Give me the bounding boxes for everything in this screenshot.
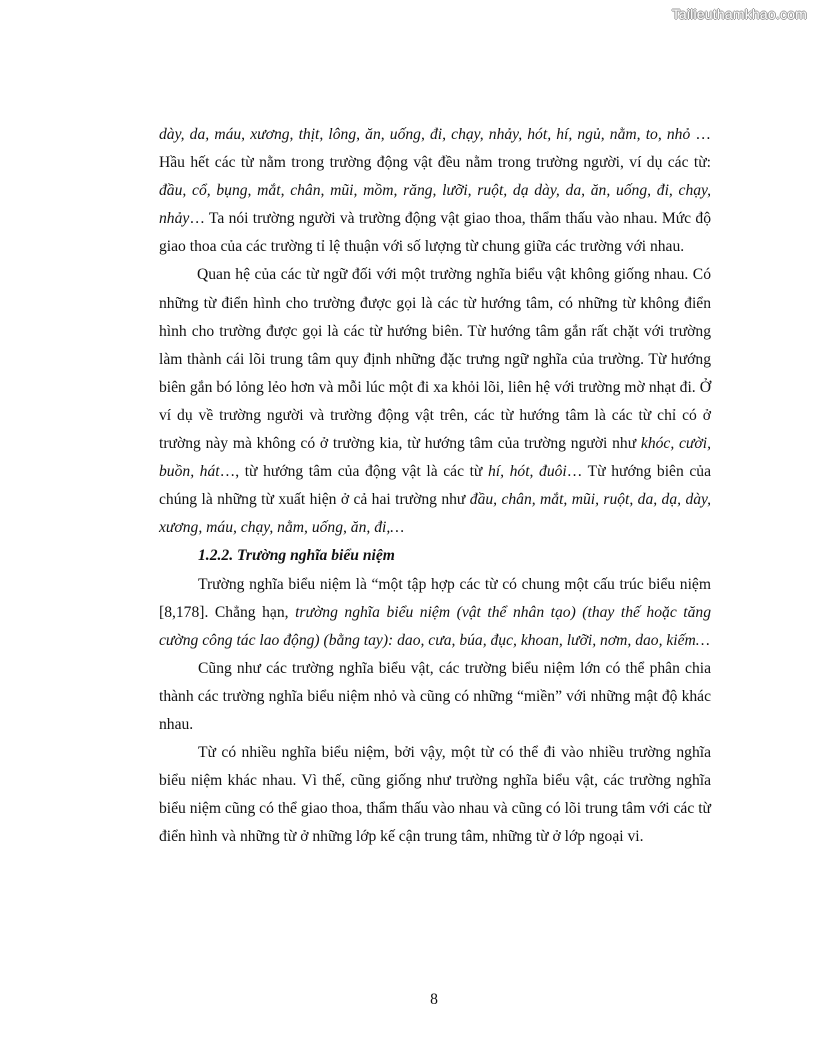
page-number: 8 [430,991,438,1008]
text-run: Quan hệ của các từ ngữ đối với một trường nghĩa biểu vật không giống nhau. Có những từ điển hình cho trường được gọi là các từ hướng tâm, có những từ không điển hình cho trường được gọi là các từ hướng biên. Từ hướng tâm gắn rất chặt với trường làm thành cái lõi trung tâm quy định những đặc trưng ngữ nghĩa của trường. Từ hướng biên gắn bó lỏng lẻo hơn và mỗi lúc một đi xa khỏi lõi, liên hệ với trường mờ nhạt đi. Ở ví dụ về trường người và trường động vật trên, các từ hướng tâm là các từ chỉ có ở trường này mà không có ở trường kia, từ hướng tâm của trường người như [159,266,711,453]
paragraph-subdivision [159,655,711,739]
paragraph-continuation [159,121,711,261]
text-run: …, từ hướng tâm của động vật là các từ [219,463,488,481]
text-run: … Ta nói trường người và trường động vật giao thoa, thẩm thấu vào nhau. Mức độ giao thoa của các trường tỉ lệ thuận với số lượng từ chung giữa các trường với nhau. [159,210,711,256]
italic-text: đầu, chân, mắt, mũi, ruột, da, dạ, dày, xương, máu, chạy, nằm, uống, ăn, đi,… [159,491,711,537]
text-run: 1.2.2. Trường nghĩa biểu niệm [198,547,395,565]
paragraph-overlap [159,739,711,851]
text-run: Trường nghĩa biểu niệm là “một tập hợp các từ có chung một cấu trúc biểu niệm [8,178]. Chẳng hạn, [159,575,711,621]
italic-text: đầu, cổ, bụng, mắt, chân, mũi, mồm, răng, lưỡi, ruột, dạ dày, da, ăn, uống, đi, chạy, nhảy [159,182,711,228]
paragraph-definition [159,571,711,655]
italic-text: trường nghĩa biểu niệm (vật thể nhân tạo) (thay thế hoặc tăng cường công tác lao động) (bằng tay): dao, cưa, búa, đục, khoan, lưỡi, nơm, dao, kiếm… [159,603,711,649]
document-body [159,121,711,851]
text-run: Cũng như các trường nghĩa biểu vật, các trường biểu niệm lớn có thể phân chia thành các trường nghĩa biểu niệm nhỏ và cũng có những “miền” với những mật độ khác nhau. [159,659,711,733]
italic-text: khóc, cười, buồn, hát [159,435,711,481]
text-run: … Hầu hết các từ nằm trong trường động vật đều nằm trong trường người, ví dụ các từ: [159,126,711,172]
text-run: … Từ hướng biên của chúng là những từ xuất hiện ở cả hai trường như [159,463,711,509]
watermark-text: Tailieuthamkhao.com [671,6,807,22]
section-heading [159,542,711,570]
text-run: Từ có nhiều nghĩa biểu niệm, bởi vậy, một từ có thể đi vào nhiều trường nghĩa biểu niệm khác nhau. Vì thế, cũng giống như trường nghĩa biểu vật, các trường nghĩa biểu niệm cũng có thể giao thoa, thẩm thấu vào nhau và cũng có lõi trung tâm với các từ điển hình và những từ ở những lớp kế cận trung tâm, những từ ở lớp ngoại vi. [159,744,711,846]
paragraph-central-peripheral-words [159,261,711,542]
italic-text: hí, hót, đuôi [487,463,567,481]
italic-text: dày, da, máu, xương, thịt, lông, ăn, uống, đi, chạy, nhảy, hót, hí, ngủ, nằm, to, nhỏ [159,126,691,143]
